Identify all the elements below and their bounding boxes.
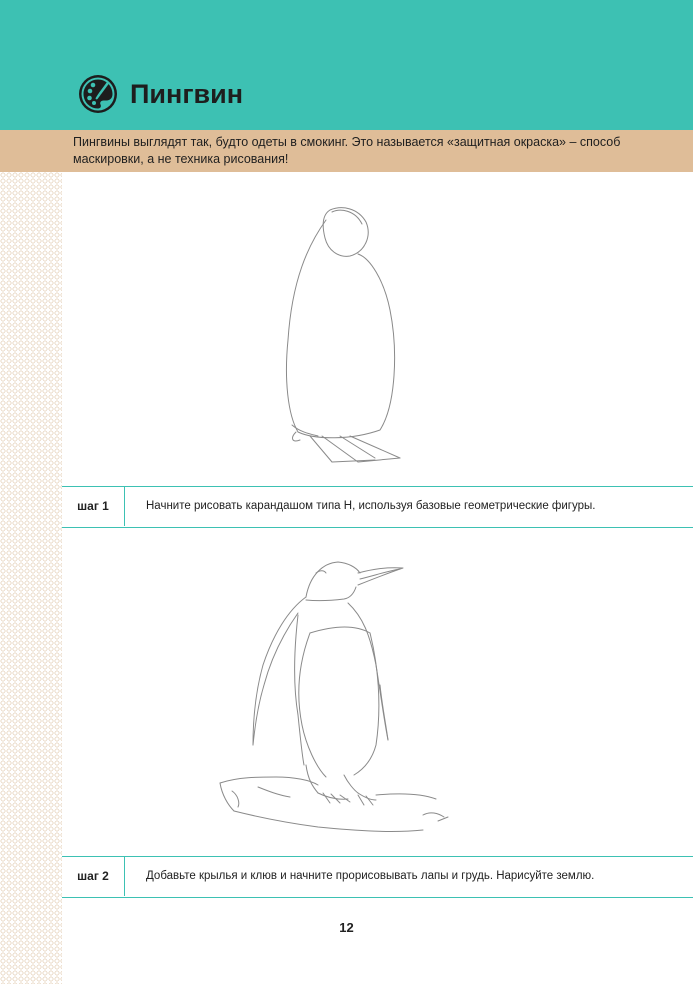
step-1-row <box>62 486 693 528</box>
header-band <box>0 0 693 130</box>
step-2-text: Добавьте крылья и клюв и начните прорисовывать лапы и грудь. Нарисуйте землю. <box>146 870 595 882</box>
intro-line-1: Пингвины выглядят так, будто одеты в смокинг. Это называется «защитная окраска» – способ <box>73 135 621 149</box>
intro-line-2: маскировки, а не техника рисования! <box>73 152 289 166</box>
intro-text <box>73 134 673 168</box>
step-1-label: шаг 1 <box>62 487 125 526</box>
step-2-label: шаг 2 <box>62 857 125 896</box>
palette-brush-icon <box>78 74 118 114</box>
page-number: 12 <box>339 920 354 935</box>
penguin-sketch-step-2 <box>198 555 468 840</box>
intro-band <box>0 130 693 172</box>
step-1-text: Начните рисовать карандашом типа Н, используя базовые геометрические фигуры. <box>146 500 596 512</box>
page-title: Пингвин <box>130 79 244 109</box>
dotted-side-strip <box>0 172 62 984</box>
penguin-sketch-step-1 <box>270 200 420 470</box>
step-2-row <box>62 856 693 898</box>
